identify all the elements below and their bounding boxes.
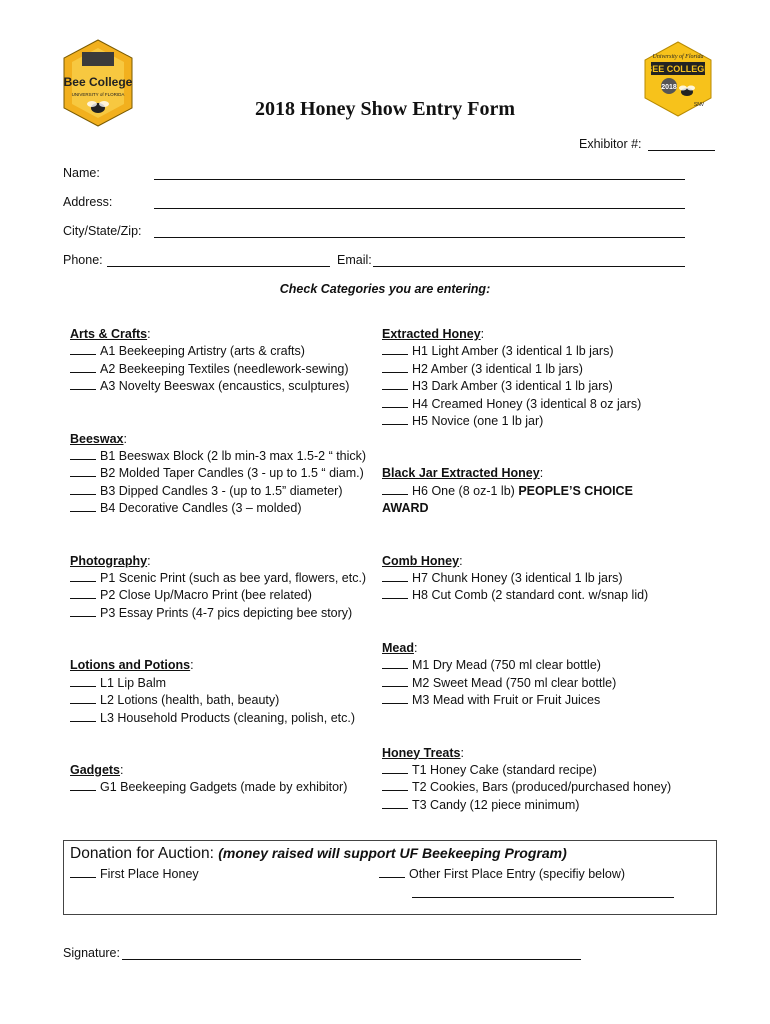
checkbox-blank[interactable] [70, 362, 96, 373]
photography-heading: Photography [70, 553, 148, 568]
honey-treats-section: Honey Treats: T1 Honey Cake (standard recipe) T2 Cookies, Bars (produced/purchased honey) T3 Candy (12 piece minimum) [382, 745, 682, 815]
checkbox-blank[interactable] [382, 379, 408, 390]
category-item-t1[interactable]: T1 Honey Cake (standard recipe) [382, 762, 682, 779]
signature-label: Signature: [63, 946, 120, 960]
lotions-potions-section: Lotions and Potions: L1 Lip Balm L2 Lotions (health, bath, beauty) L3 Household Products (cleaning, polish, etc.) [70, 657, 370, 727]
category-item-a2[interactable]: A2 Beekeeping Textiles (needlework-sewing) [70, 361, 370, 378]
category-item-a3[interactable]: A3 Novelty Beeswax (encaustics, sculptures) [70, 378, 370, 395]
check-categories-instruction: Check Categories you are entering: [279, 282, 491, 296]
black-jar-section: Black Jar Extracted Honey: H6 One (8 oz-1 lb) PEOPLE’S CHOICE AWARD [382, 465, 682, 517]
checkbox-blank[interactable] [70, 466, 96, 477]
photography-section: Photography: P1 Scenic Print (such as bee yard, flowers, etc.) P2 Close Up/Macro Print (bee related) P3 Essay Prints (4-7 pics depicting bee story) [70, 553, 370, 623]
checkbox-blank[interactable] [382, 763, 408, 774]
checkbox-blank[interactable] [70, 867, 96, 878]
category-item-b2[interactable]: B2 Molded Taper Candles (3 - up to 1.5 “ diam.) [70, 465, 370, 482]
right-categories-column [382, 326, 682, 814]
category-item-h7[interactable]: H7 Chunk Honey (3 identical 1 lb jars) [382, 570, 682, 587]
category-item-m2[interactable]: M2 Sweet Mead (750 ml clear bottle) [382, 675, 682, 692]
donation-subtitle: (money raised will support UF Beekeeping Program) [218, 845, 567, 861]
checkbox-blank[interactable] [382, 344, 408, 355]
comb-honey-heading: Comb Honey [382, 553, 460, 568]
category-item-b1[interactable]: B1 Beeswax Block (2 lb min-3 max 1.5-2 “ thick) [70, 448, 370, 465]
donation-heading [70, 845, 567, 863]
category-item-t3[interactable]: T3 Candy (12 piece minimum) [382, 797, 682, 814]
checkbox-blank[interactable] [382, 693, 408, 704]
email-label: Email: [337, 253, 372, 267]
category-item-a1[interactable]: A1 Beekeeping Artistry (arts & crafts) [70, 343, 370, 360]
category-item-l1[interactable]: L1 Lip Balm [70, 675, 370, 692]
address-field[interactable] [154, 208, 685, 209]
checkbox-blank[interactable] [382, 362, 408, 373]
checkbox-blank[interactable] [70, 449, 96, 460]
email-field[interactable] [373, 266, 685, 267]
mead-heading: Mead [382, 640, 414, 655]
signature-field[interactable] [122, 959, 581, 960]
checkbox-blank[interactable] [382, 397, 408, 408]
donation-option-other[interactable]: Other First Place Entry (specifiy below) [379, 867, 625, 881]
category-item-p3[interactable]: P3 Essay Prints (4-7 pics depicting bee story) [70, 605, 370, 622]
address-label: Address: [63, 195, 113, 209]
category-item-b4[interactable]: B4 Decorative Candles (3 – molded) [70, 500, 370, 517]
checkbox-blank[interactable] [70, 571, 96, 582]
right-logo-university: University of Florida [652, 54, 704, 60]
checkbox-blank[interactable] [70, 588, 96, 599]
category-item-h3[interactable]: H3 Dark Amber (3 identical 1 lb jars) [382, 378, 682, 395]
arts-crafts-section: Arts & Crafts: A1 Beekeeping Artistry (arts & crafts) A2 Beekeeping Textiles (needlework-sewing) A3 Novelty Beeswax (encaustics, sculptures) [70, 326, 370, 396]
page-title: 2018 Honey Show Entry Form [255, 98, 515, 120]
checkbox-blank[interactable] [382, 571, 408, 582]
category-item-h2[interactable]: H2 Amber (3 identical 1 lb jars) [382, 361, 682, 378]
city-state-zip-label: City/State/Zip: [63, 224, 142, 238]
category-item-t2[interactable]: T2 Cookies, Bars (produced/purchased honey) [382, 779, 682, 796]
left-categories-column [70, 326, 370, 797]
category-item-l3[interactable]: L3 Household Products (cleaning, polish, etc.) [70, 710, 370, 727]
checkbox-blank[interactable] [382, 780, 408, 791]
checkbox-blank[interactable] [70, 606, 96, 617]
right-logo-code: SNV [693, 102, 705, 108]
lotions-potions-heading: Lotions and Potions [70, 658, 191, 673]
left-logo-subtitle: UNIVERSITY of FLORIDA [71, 92, 125, 97]
category-item-h4[interactable]: H4 Creamed Honey (3 identical 8 oz jars) [382, 396, 682, 413]
checkbox-blank[interactable] [382, 798, 408, 809]
checkbox-blank[interactable] [382, 484, 408, 495]
right-logo-year: 2018 [661, 84, 677, 91]
checkbox-blank[interactable] [70, 693, 96, 704]
name-label: Name: [63, 166, 100, 180]
checkbox-blank[interactable] [70, 484, 96, 495]
checkbox-blank[interactable] [70, 344, 96, 355]
other-entry-field[interactable] [412, 897, 674, 898]
comb-honey-section: Comb Honey: H7 Chunk Honey (3 identical 1 lb jars) H8 Cut Comb (2 standard cont. w/snap lid) [382, 553, 682, 605]
checkbox-blank[interactable] [379, 867, 405, 878]
honey-treats-heading: Honey Treats [382, 745, 461, 760]
checkbox-blank[interactable] [382, 588, 408, 599]
exhibitor-number-field[interactable] [648, 150, 715, 151]
category-item-m1[interactable]: M1 Dry Mead (750 ml clear bottle) [382, 657, 682, 674]
peoples-choice-award: PEOPLE’S CHOICE AWARD [382, 483, 633, 516]
category-item-h5[interactable]: H5 Novice (one 1 lb jar) [382, 413, 682, 430]
checkbox-blank[interactable] [382, 414, 408, 425]
category-item-h8[interactable]: H8 Cut Comb (2 standard cont. w/snap lid) [382, 587, 682, 604]
extracted-honey-heading: Extracted Honey [382, 327, 481, 341]
checkbox-blank[interactable] [70, 379, 96, 390]
exhibitor-label: Exhibitor #: [579, 137, 642, 151]
checkbox-blank[interactable] [70, 780, 96, 791]
beeswax-heading: Beeswax [70, 431, 124, 446]
category-item-l2[interactable]: L2 Lotions (health, bath, beauty) [70, 692, 370, 709]
gadgets-section: Gadgets: G1 Beekeeping Gadgets (made by exhibitor) [70, 762, 370, 797]
category-item-g1[interactable]: G1 Beekeeping Gadgets (made by exhibitor) [70, 779, 370, 796]
arts-crafts-heading: Arts & Crafts [70, 327, 148, 341]
checkbox-blank[interactable] [70, 711, 96, 722]
checkbox-blank[interactable] [382, 676, 408, 687]
checkbox-blank[interactable] [70, 676, 96, 687]
category-item-h1[interactable]: H1 Light Amber (3 identical 1 lb jars) [382, 343, 682, 360]
category-item-p2[interactable]: P2 Close Up/Macro Print (bee related) [70, 587, 370, 604]
mead-section: Mead: M1 Dry Mead (750 ml clear bottle) M2 Sweet Mead (750 ml clear bottle) M3 Mead with Fruit or Fruit Juices [382, 640, 682, 710]
city-state-zip-field[interactable] [154, 237, 685, 238]
category-item-h6[interactable]: H6 One (8 oz-1 lb) PEOPLE’S CHOICE AWARD [382, 483, 633, 516]
donation-title: Donation for Auction: [70, 845, 214, 862]
category-item-p1[interactable]: P1 Scenic Print (such as bee yard, flowers, etc.) [70, 570, 370, 587]
beeswax-section: Beeswax: B1 Beeswax Block (2 lb min-3 max 1.5-2 “ thick) B2 Molded Taper Candles (3 - up to 1.5 “ diam.) B3 Dipped Candles 3 - (up to 1.5” diameter) B4 Decorative Candles (3 – molded) [70, 431, 370, 518]
donation-option-first-place[interactable]: First Place Honey [70, 867, 199, 881]
category-item-b3[interactable]: B3 Dipped Candles 3 - (up to 1.5” diameter) [70, 483, 370, 500]
phone-label: Phone: [63, 253, 103, 267]
checkbox-blank[interactable] [382, 658, 408, 669]
name-field[interactable] [154, 179, 685, 180]
checkbox-blank[interactable] [70, 501, 96, 512]
category-item-m3[interactable]: M3 Mead with Fruit or Fruit Juices [382, 692, 682, 709]
black-jar-heading: Black Jar Extracted Honey [382, 466, 540, 481]
right-logo-title: BEE COLLEGE [645, 64, 711, 74]
extracted-honey-section: Extracted Honey: H1 Light Amber (3 identical 1 lb jars) H2 Amber (3 identical 1 lb jars) H3 Dark Amber (3 identical 1 lb jars) H4 Creamed Honey (3 identical 8 oz jars) H5 Novice (one 1 lb jar) [382, 326, 682, 430]
left-logo-title: Bee College [63, 75, 133, 89]
phone-field[interactable] [107, 266, 330, 267]
gadgets-heading: Gadgets [70, 762, 121, 777]
